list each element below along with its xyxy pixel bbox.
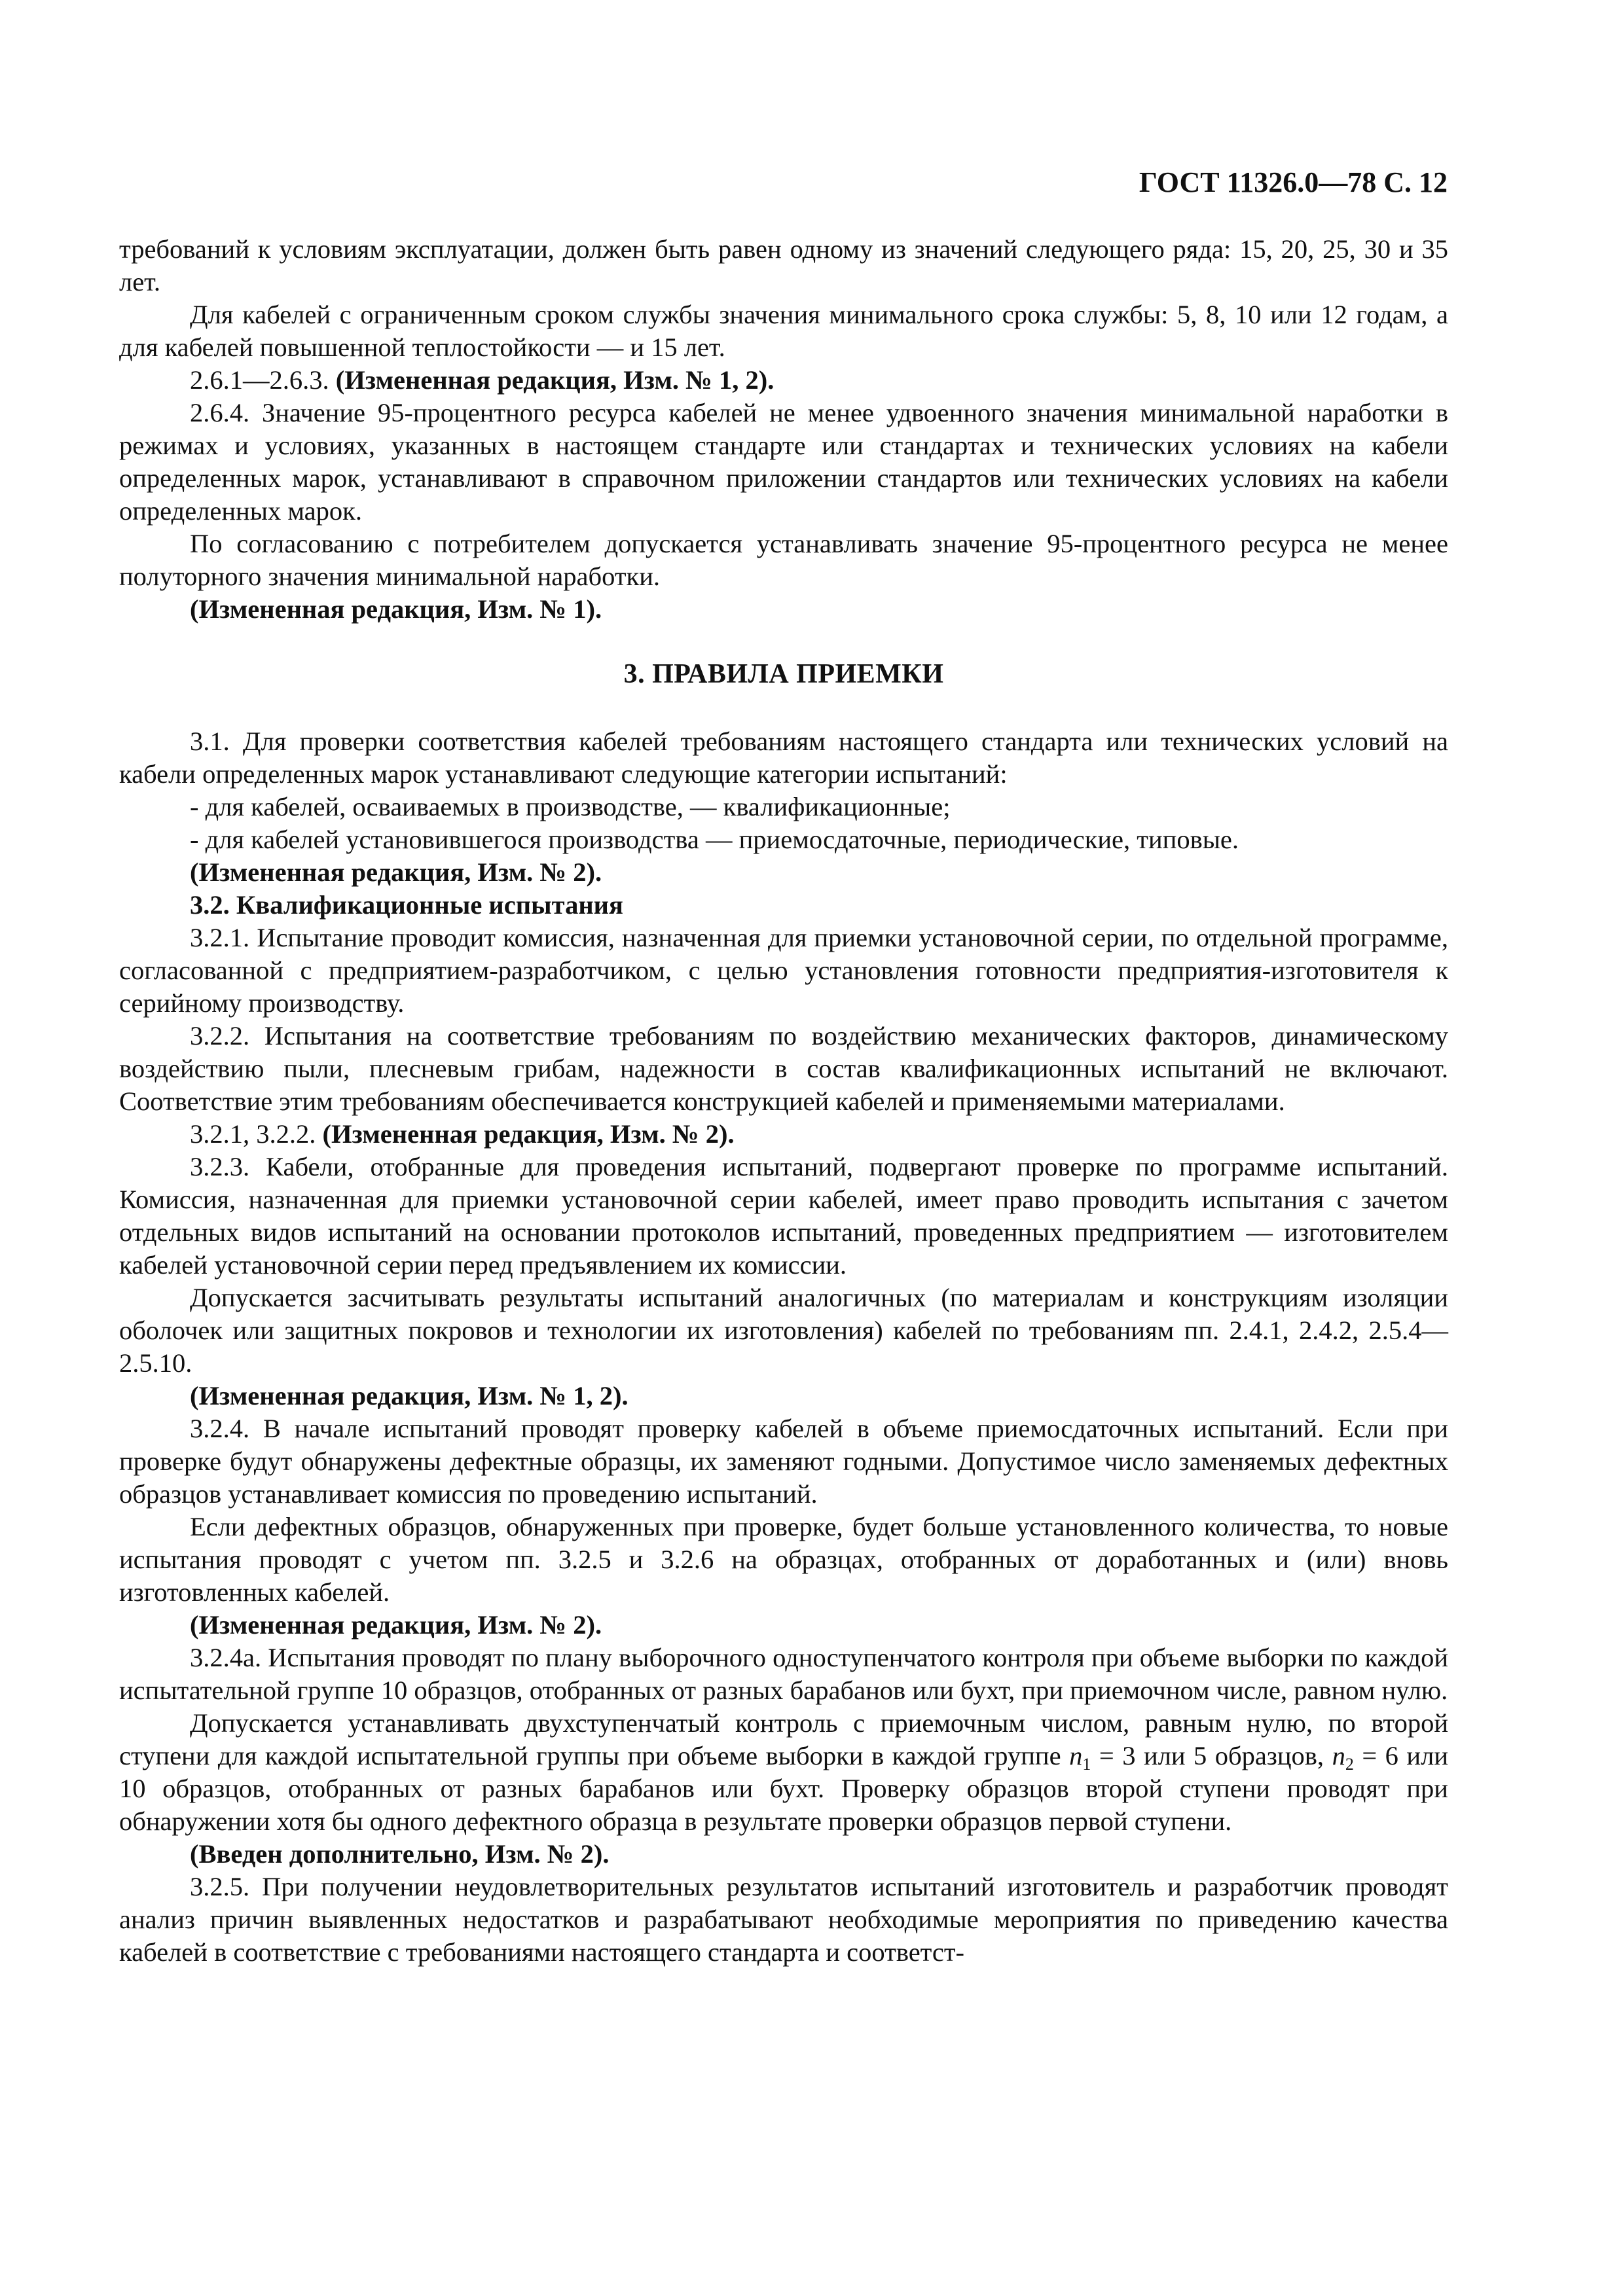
paragraph-analogous-results: Допускается засчитывать результаты испытаний аналогичных (по материалам и конструкциям изоляции оболочек или защитных покровов и технологии их изготовления) кабелей по требованиям пп. 2.4.1, 2.4.2, 2.5.4—2.5.10. [119,1283,1448,1378]
paragraph-revision-2-6-1 [119,364,1448,397]
section-heading: 3. ПРАВИЛА ПРИЕМКИ [623,659,944,689]
running-header: ГОСТ 11326.0—78 С. 12 [1139,166,1448,198]
paragraph-service-life: Для кабелей с ограниченным сроком службы значения минимального срока службы: 5, 8, 10 или 12 годам, а для кабелей повышенной теплостойкости — и 15 лет. [119,300,1448,362]
revision-note: (Измененная редакция, Изм. № 1). [190,594,602,624]
variable-n: n [1332,1741,1345,1770]
paragraph-3-2-5: 3.2.5. При получении неудовлетворительных результатов испытаний изготовитель и разработчик проводят анализ причин выявленных недостатков и разрабатывают необходимые мероприятия по приведению качества кабелей в соответствие с требованиями настоящего стандарта и соответст- [119,1872,1448,1967]
clause-number: 2.6.1—2.6.3. [190,365,329,395]
paragraph-3-2-4a: 3.2.4а. Испытания проводят по плану выборочного одноступенчатого контроля при объеме выборки по каждой испытательной группе 10 образцов, отобранных от разных барабанов или бухт, при приемочном числе, равном нулю. [119,1643,1448,1705]
revision-note: (Измененная редакция, Изм. № 2). [322,1119,735,1149]
paragraph-3-2-4: 3.2.4. В начале испытаний проводят проверку кабелей в объеме приемосдаточных испытаний. Если при проверке будут обнаружены дефектные образцы, их заменяют годными. Допустимое число заменяемых дефектных образцов устанавливает комиссия по проведению испытаний. [119,1414,1448,1509]
revision-note: (Измененная редакция, Изм. № 2). [190,857,602,887]
paragraph-two-stage-control: Допускается устанавливать двухступенчатый контроль с приемочным числом, равным нулю, по второй ступени для каждой испытательной группы при объеме выборки в каждой группе $n_1 = 3$ или 5 образцов, $n_2 = 6$ или 10 образцов, отобранных от разных барабанов или бухт. Проверку образцов второй ступени проводят при обнаружении хотя бы одного дефектного образца в результате проверки образцов первой ступени. [119,1708,1448,1836]
paragraph-2-6-4: 2.6.4. Значение 95-процентного ресурса кабелей не менее удвоенного значения минимальной наработки в режимах и условиях, указанных в настоящем стандарте или стандартах и технических условиях на кабели определенных марок, устанавливают в справочном приложении стандартов или технических условиях на кабели определенных марок. [119,398,1448,526]
subscript: 2 [1345,1755,1354,1774]
paragraph-consumer-agreement: По согласованию с потребителем допускается устанавливать значение 95-процентного ресурса не менее полуторного значения минимальной наработки. [119,529,1448,591]
list-item: - для кабелей установившегося производства — приемосдаточные, периодические, типовые. [190,825,1239,854]
list-item: - для кабелей, осваиваемых в производстве, — квалификационные; [190,792,951,821]
variable-n: n [1069,1741,1083,1770]
revision-note: (Измененная редакция, Изм. № 1, 2). [335,365,775,395]
paragraph-3-1: 3.1. Для проверки соответствия кабелей требованиям настоящего стандарта или технических условий на кабели определенных марок устанавливают следующие категории испытаний: [119,726,1448,789]
subsection-heading: 3.2. Квалификационные испытания [190,890,623,920]
paragraph-3-2-1: 3.2.1. Испытание проводит комиссия, назначенная для приемки установочной серии, по отдельной программе, согласованной с предприятием-разработчиком, с целью установления готовности предприятия-изготовителя к серийному производству. [119,923,1448,1018]
revision-note: (Измененная редакция, Изм. № 1, 2). [190,1381,629,1410]
paragraph-defective-samples: Если дефектных образцов, обнаруженных при проверке, будет больше установленного количества, то новые испытания проводят с учетом пп. 3.2.5 и 3.2.6 на образцах, отобранных от доработанных и (или) вновь изготовленных кабелей. [119,1512,1448,1607]
revision-note: (Введен дополнительно, Изм. № 2). [190,1839,610,1869]
paragraph-3-2-3: 3.2.3. Кабели, отобранные для проведения испытаний, подвергают проверке по программе испытаний. Комиссия, назначенная для приемки установочной серии кабелей, имеет право проводить испытания с зачетом отдельных видов испытаний на основании протоколов испытаний, проведенных предприятием — изготовителем кабелей установочной серии перед предъявлением их комиссии. [119,1152,1448,1280]
paragraph-3-2-2: 3.2.2. Испытания на соответствие требованиям по воздействию механических факторов, динамическому воздействию пыли, плесневым грибам, надежности в состав квалификационных испытаний не включают. Соответствие этим требованиям обеспечивается конструкцией кабелей и применяемыми материалами. [119,1021,1448,1116]
clause-number: 3.2.1, 3.2.2. [190,1119,316,1149]
subscript: 1 [1082,1755,1091,1774]
paragraph-revision-3-2-1 [119,1118,1448,1151]
document-body [119,233,1448,1969]
paragraph-continuation: требований к условиям эксплуатации, должен быть равен одному из значений следующего ряда: 15, 20, 25, 30 и 35 лет. [119,234,1448,296]
revision-note: (Измененная редакция, Изм. № 2). [190,1610,602,1640]
